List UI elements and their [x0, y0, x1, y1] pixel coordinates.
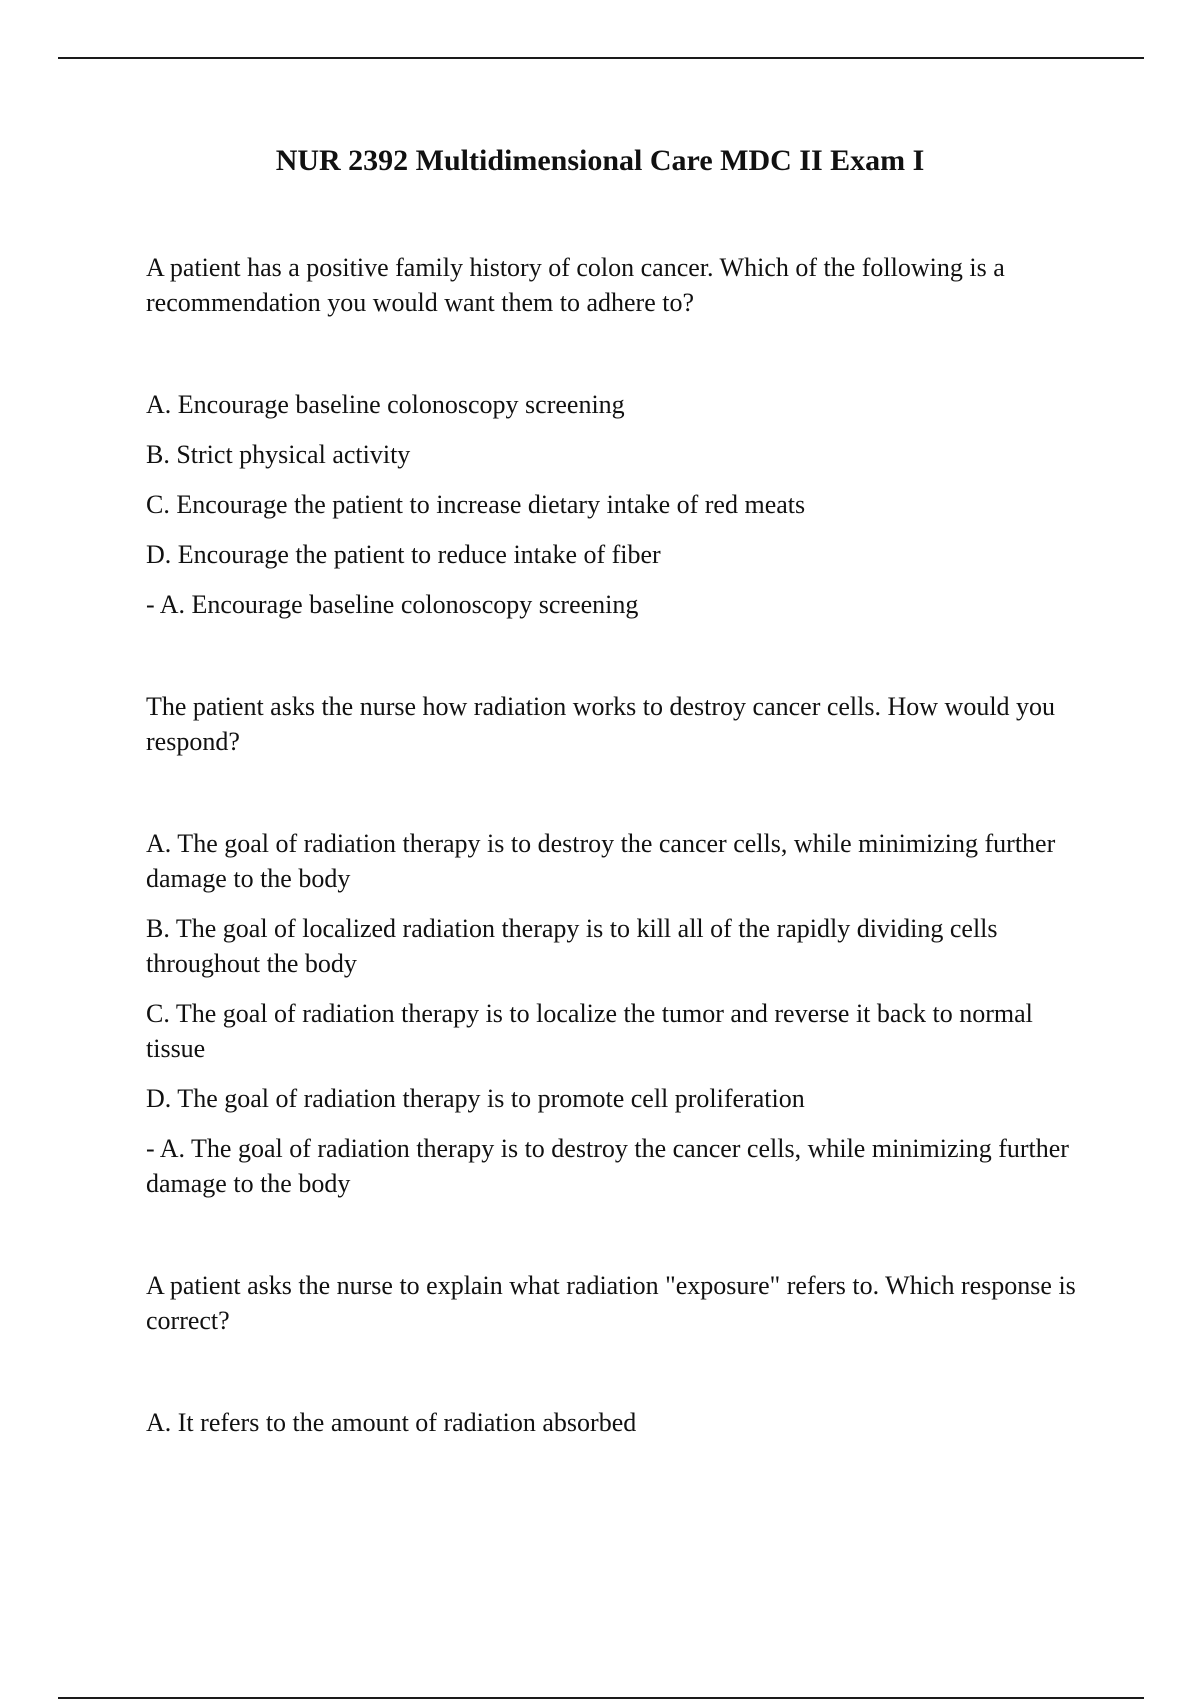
top-rule — [58, 57, 1144, 59]
option-b: B. The goal of localized radiation therapy is to kill all of the rapidly dividing cells throughout the body — [146, 914, 998, 978]
option-list — [146, 826, 1096, 1201]
page-title: NUR 2392 Multidimensional Care MDC II Exam I — [275, 144, 925, 177]
option-a: A. Encourage baseline colonoscopy screening — [146, 390, 625, 419]
option-d: D. Encourage the patient to reduce intake of fiber — [146, 540, 661, 569]
option-d: D. The goal of radiation therapy is to promote cell proliferation — [146, 1084, 805, 1113]
option-a: A. The goal of radiation therapy is to destroy the cancer cells, while minimizing further damage to the body — [146, 829, 1056, 893]
question-text: A patient asks the nurse to explain what radiation "exposure" refers to. Which response is correct? — [146, 1271, 1076, 1335]
option-a: A. It refers to the amount of radiation absorbed — [146, 1408, 637, 1437]
answer-text: - A. Encourage baseline colonoscopy screening — [146, 590, 639, 619]
document-body — [146, 250, 1096, 1507]
option-c: C. The goal of radiation therapy is to localize the tumor and reverse it back to normal tissue — [146, 999, 1033, 1063]
option-list — [146, 1405, 1096, 1440]
question-block-2 — [146, 689, 1096, 1201]
option-b: B. Strict physical activity — [146, 440, 411, 469]
question-text: A patient has a positive family history of colon cancer. Which of the following is a recommendation you would want them to adhere to? — [146, 253, 1005, 317]
answer-text: - A. The goal of radiation therapy is to destroy the cancer cells, while minimizing further damage to the body — [146, 1134, 1069, 1198]
option-c: C. Encourage the patient to increase dietary intake of red meats — [146, 490, 806, 519]
option-list — [146, 387, 1096, 622]
question-text: The patient asks the nurse how radiation works to destroy cancer cells. How would you respond? — [146, 692, 1056, 756]
bottom-rule — [58, 1697, 1144, 1699]
question-block-3 — [146, 1268, 1096, 1440]
question-block-1 — [146, 250, 1096, 622]
